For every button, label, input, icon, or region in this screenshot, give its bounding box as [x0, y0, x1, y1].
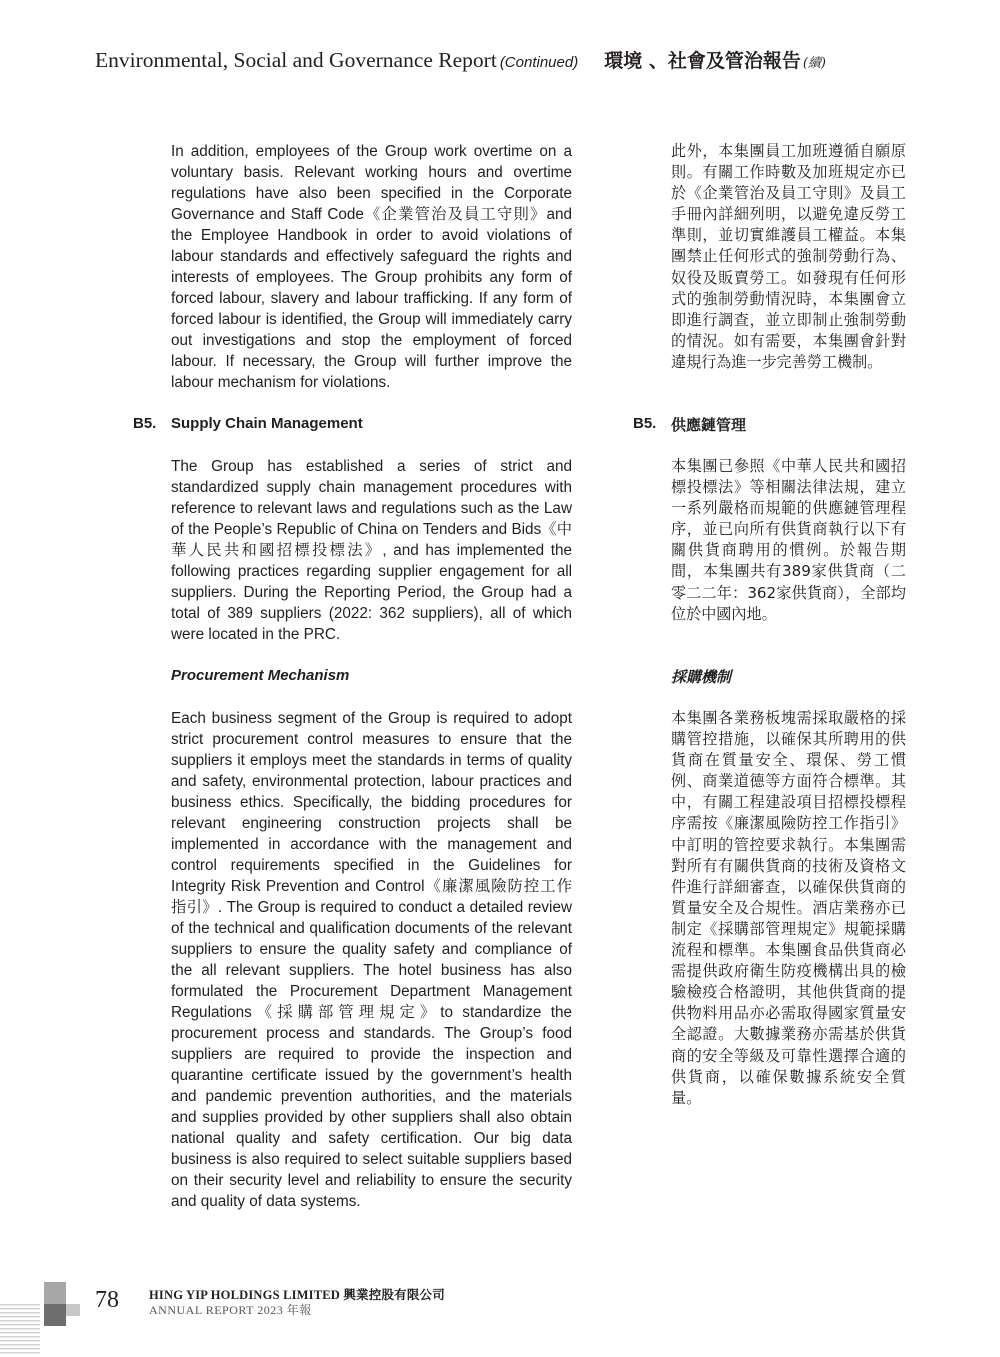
- labour-text-zh: 此外，本集團員工加班遵循自願原則。有關工作時數及加班規定亦已於《企業管治及員工守則》及員工手冊內詳細列明，以避免違反勞工準則，並切實維護員工權益。本集團禁止任何形式的強制勞動行為、奴役及販賣勞工。如發現有任何形式的強制勞動情況時，本集團會立即進行調查，並立即制止強制勞動的情況。如有需要，本集團會針對違規行為進一步完善勞工機制。: [671, 142, 906, 371]
- header-title-zh: 環境 、社會及管治報告: [604, 50, 801, 72]
- procurement-paragraph-en: [171, 708, 572, 1212]
- labour-paragraph-en: [171, 141, 572, 393]
- company-name: HING YIP HOLDINGS LIMITED 興業控股有限公司: [149, 1288, 445, 1302]
- procurement-paragraph-zh: [671, 708, 906, 1109]
- footer-decoration: [0, 1280, 82, 1357]
- supply-chain-text-zh: 本集團已參照《中華人民共和國招標投標法》等相關法律法規，建立一系列嚴格而規範的供應鏈管理程序，並已向所有供貨商執行以下有關供貨商聘用的慣例。於報告期間，本集團共有389家供貨商（二零二二年：362家供貨商），全部均位於中國內地。: [671, 457, 906, 623]
- procurement-title-zh: 採購機制: [671, 668, 732, 686]
- labour-text-en: In addition, employees of the Group work overtime on a voluntary basis. Relevant working hours and overtime regulations have also been specified in the Corporate Governance and Staff Code《企業管治及員工守則》and the Employee Handbook in order to avoid violations of labour standards and effectively safeguard the rights and interests of employees. The Group prohibits any form of forced labour, slavery and labour trafficking. If any form of forced labour is identified, the Group will immediately carry out investigations and stop the employment of forced labour. If necessary, the Group will further improve the labour mechanism for violations.: [171, 143, 572, 391]
- labour-paragraph-zh: [671, 141, 906, 373]
- procurement-text-zh: 本集團各業務板塊需採取嚴格的採購管控措施，以確保其所聘用的供貨商在質量安全、環保、勞工慣例、商業道德等方面符合標準。其中，有關工程建設項目招標投標程序需按《廉潔風險防控工作指引》中訂明的管控要求執行。本集團需對所有有關供貨商的技術及資格文件進行詳細審查，以確保供貨商的質量安全及合規性。酒店業務亦已制定《採購部管理規定》規範採購流程和標準。本集團食品供貨商必需提供政府衛生防疫機構出具的檢驗檢疫合格證明，其他供貨商的提供物料用品亦必需取得國家質量安全認證。大數據業務亦需基於供貨商的安全等級及可靠性選擇合適的供貨商，以確保數據系統安全質量。: [671, 709, 906, 1107]
- page-header: [95, 46, 826, 73]
- supply-chain-paragraph-zh: [671, 456, 906, 625]
- header-continued-zh: (續): [802, 56, 826, 71]
- section-b5-title-zh: 供應鏈管理: [671, 416, 747, 434]
- header-continued-en: (Continued): [499, 54, 579, 71]
- header-title-en: Environmental, Social and Governance Report: [95, 48, 497, 72]
- section-b5-number-en: B5.: [133, 415, 157, 432]
- page-number: 78: [95, 1287, 119, 1313]
- section-b5-title-en: Supply Chain Management: [171, 415, 363, 432]
- supply-chain-text-en: The Group has established a series of strict and standardized supply chain management procedures with reference to relevant laws and regulations such as the Law of the People’s Republic of China on Tenders and Bids《中華人民共和國招標投標法》, and has implemented the following practices regarding supplier engagement for all suppliers. During the Reporting Period, the Group had a total of 389 suppliers (2022: 362 suppliers), all of which were located in the PRC.: [171, 458, 572, 643]
- section-b5-number-zh: B5.: [633, 415, 657, 432]
- procurement-title-en: Procurement Mechanism: [171, 667, 350, 684]
- annual-report-label: ANNUAL REPORT 2023 年報: [149, 1303, 312, 1317]
- supply-chain-paragraph-en: [171, 456, 572, 645]
- procurement-text-en: Each business segment of the Group is required to adopt strict procurement control measures to ensure that the suppliers it employs meet the standards in terms of quality and safety, environmental protection, labour practices and business ethics. Specifically, the bidding procedures for relevant engineering construction projects shall be implemented in accordance with the management and control requirements specified in the Guidelines for Integrity Risk Prevention and Control《廉潔風險防控工作指引》. The Group is required to conduct a detailed review of the technical and qualification documents of the relevant suppliers to ensure the quality safety and compliance of the all relevant suppliers. The hotel business has also formulated the Procurement Department Management Regulations《採購部管理規定》to standardize the procurement process and standards. The Group’s food suppliers are required to provide the inspection and quarantine certificate issued by the government’s health and pandemic prevention authorities, and the materials and supplies provided by other suppliers shall also obtain national quality and safety certification. Our big data business is also required to select suitable suppliers based on their security level and reliability to ensure the security and quality of data systems.: [171, 710, 572, 1210]
